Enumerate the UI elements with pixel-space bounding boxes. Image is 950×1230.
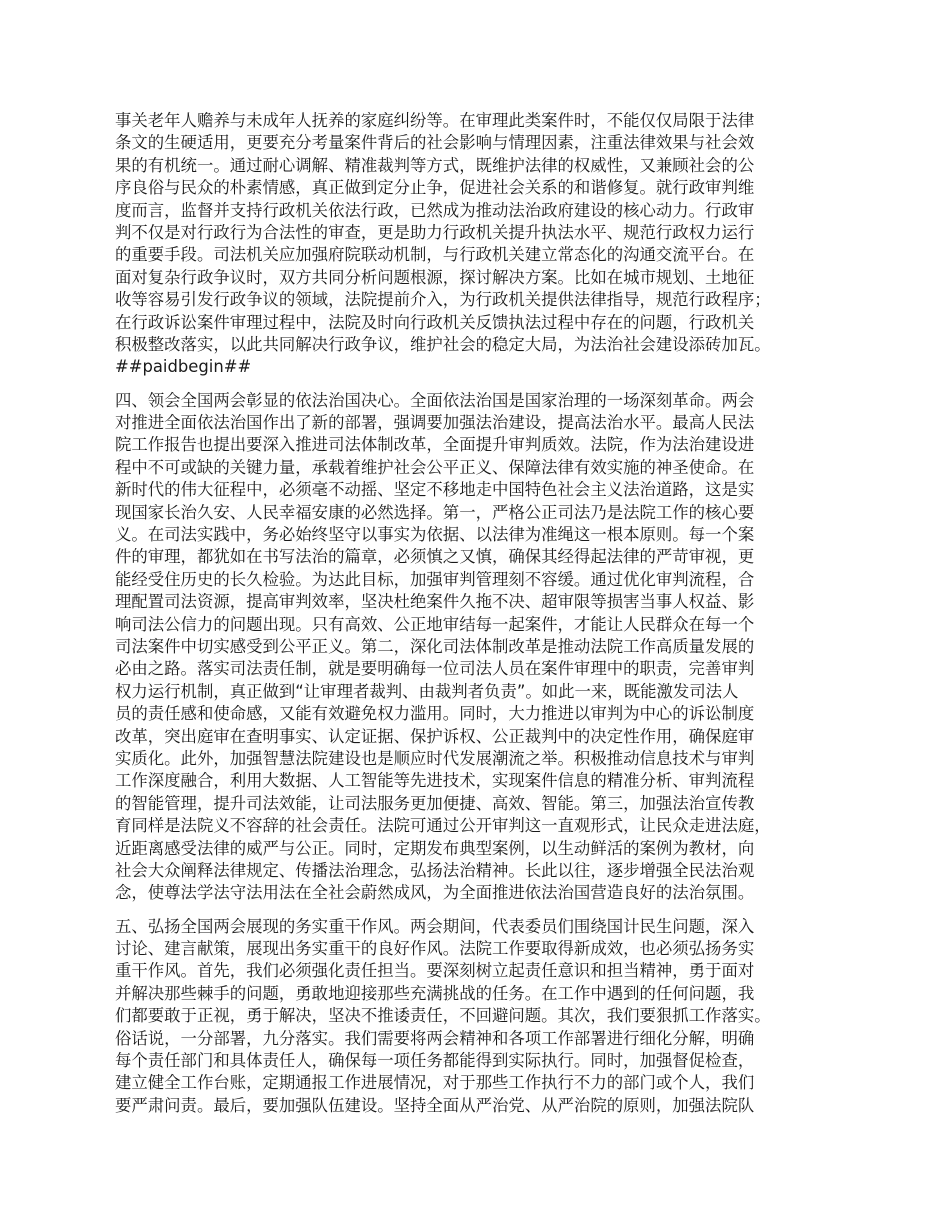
section-heading-line: 四、领会全国两会彰显的依法治国决心。全面依法治国是国家治理的一场深刻革命。两会 (115, 390, 755, 410)
document-page (115, 110, 855, 1128)
text-line: 重干作风。首先，我们必须强化责任担当。要深刻树立起责任意识和担当精神，勇于面对 (115, 961, 755, 981)
text-line: 要严肃问责。最后，要加强队伍建设。坚持全面从严治党、从严治院的原则，加强法院队 (115, 1095, 755, 1115)
text-line: 们都要敢于正视，勇于解决，坚决不推诿责任，不回避问题。其次，我们要狠抓工作落实。 (115, 1006, 771, 1026)
paragraph-section-four (115, 390, 855, 905)
text-line: 义。在司法实践中，务必始终坚守以事实为依据、以法律为准绳这一根本原则。每一个案 (115, 525, 755, 545)
text-line: 司法案件中切实感受到公平正义。第二，深化司法体制改革是推动法院工作高质量发展的 (115, 636, 755, 656)
text-line: 序良俗与民众的朴素情感，真正做到定分止争，促进社会关系的和谐修复。就行政审判维 (115, 178, 755, 198)
text-line: 响司法公信力的问题出现。只有高效、公正地审结每一起案件，才能让人民群众在每一个 (115, 614, 755, 634)
text-line: 新时代的伟大征程中，必须毫不动摇、坚定不移地走中国特色社会主义法治道路，这是实 (115, 480, 755, 500)
text-line: 现国家长治久安、人民幸福安康的必然选择。第一，严格公正司法乃是法院工作的核心要 (115, 502, 755, 522)
text-line: 在行政诉讼案件审理过程中，法院及时向行政机关反馈执法过程中存在的问题，行政机关 (115, 312, 755, 332)
text-line: 员的责任感和使命感，又能有效避免权力滥用。同时，大力推进以审判为中心的诉讼制度 (115, 704, 755, 724)
text-line: 积极整改落实，以此共同解决行政争议，维护社会的稳定大局，为法治社会建设添砖加瓦。 (115, 334, 771, 354)
text-line: 育同样是法院义不容辞的社会责任。法院可通过公开审判这一直观形式，让民众走进法庭， (115, 816, 771, 836)
text-line: 件的审理，都犹如在书写法治的篇章，必须慎之又慎，确保其经得起法律的严苛审视，更 (115, 547, 755, 567)
section-heading-line: 五、弘扬全国两会展现的务实重干作风。两会期间，代表委员们围绕国计民生问题，深入 (115, 916, 755, 936)
text-line: 判不仅是对行政行为合法性的审查，更是助力行政机关提升执法水平、规范行政权力运行 (115, 222, 755, 242)
text-line: 能经受住历史的长久检验。为达此目标，加强审判管理刻不容缓。通过优化审判流程，合 (115, 569, 755, 589)
text-line: 近距离感受法律的威严与公正。同时，定期发布典型案例，以生动鲜活的案例为教材，向 (115, 838, 755, 858)
text-line: 讨论、建言献策，展现出务实重干的良好作风。法院工作要取得新成效，也必须弘扬务实 (115, 939, 755, 959)
text-line: 每个责任部门和具体责任人，确保每一项任务都能得到实际执行。同时，加强督促检查， (115, 1051, 755, 1071)
text-line: 工作深度融合，利用大数据、人工智能等先进技术，实现案件信息的精准分析、审判流程 (115, 771, 755, 791)
text-line: 条文的生硬适用，更要充分考量案件背后的社会影响与情理因素，注重法律效果与社会效 (115, 133, 755, 153)
text-line: 社会大众阐释法律规定、传播法治理念，弘扬法治精神。长此以往，逐步增强全民法治观 (115, 860, 755, 880)
text-line: 念，使尊法学法守法用法在全社会蔚然成风，为全面推进依法治国营造良好的法治氛围。 (115, 883, 755, 903)
text-line: 程中不可或缺的关键力量，承载着维护社会公平正义、保障法律有效实施的神圣使命。在 (115, 457, 755, 477)
text-line: 事关老年人赡养与未成年人抚养的家庭纠纷等。在审理此类案件时，不能仅仅局限于法律 (115, 111, 755, 130)
text-line: 院工作报告也提出要深入推进司法体制改革，全面提升审判质效。法院，作为法治建设进 (115, 435, 755, 455)
paragraph-administrative-trial (115, 110, 855, 379)
text-line: 果的有机统一。通过耐心调解、精准裁判等方式，既维护法律的权威性，又兼顾社会的公 (115, 155, 755, 175)
text-line: 改革，突出庭审在查明事实、认定证据、保护诉权、公正裁判中的决定性作用，确保庭审 (115, 726, 755, 746)
text-line: 收等容易引发行政争议的领域，法院提前介入，为行政机关提供法律指导，规范行政程序； (115, 290, 771, 310)
text-line: 必由之路。落实司法责任制，就是要明确每一位司法人员在案件审理中的职责，完善审判 (115, 659, 755, 679)
text-line: 度而言，监督并支持行政机关依法行政，已然成为推动法治政府建设的核心动力。行政审 (115, 200, 755, 220)
text-line: 的智能管理，提升司法效能，让司法服务更加便捷、高效、智能。第三，加强法治宣传教 (115, 793, 755, 813)
text-line: 俗话说，一分部署，九分落实。我们需要将两会精神和各项工作部署进行细化分解，明确 (115, 1028, 755, 1048)
text-line: 权力运行机制，真正做到“让审理者裁判、由裁判者负责”。如此一来，既能激发司法人 (115, 681, 739, 701)
text-line: 对推进全面依法治国作出了新的部署，强调要加强法治建设，提高法治水平。最高人民法 (115, 413, 755, 433)
text-line: 面对复杂行政争议时，双方共同分析问题根源，探讨解决方案。比如在城市规划、土地征 (115, 267, 755, 287)
text-line: 并解决那些棘手的问题，勇敢地迎接那些充满挑战的任务。在工作中遇到的任何问题，我 (115, 983, 755, 1003)
text-line: 建立健全工作台账，定期通报工作进展情况，对于那些工作执行不力的部门或个人，我们 (115, 1073, 755, 1093)
text-line: 实质化。此外，加强智慧法院建设也是顺应时代发展潮流之举。积极推动信息技术与审判 (115, 748, 755, 768)
text-line: 理配置司法资源，提高审判效率，坚决杜绝案件久拖不决、超审限等损害当事人权益、影 (115, 592, 755, 612)
paid-marker: ##paidbegin## (115, 357, 252, 377)
text-line: 的重要手段。司法机关应加强府院联动机制，与行政机关建立常态化的沟通交流平台。在 (115, 245, 755, 265)
paragraph-section-five (115, 916, 855, 1118)
